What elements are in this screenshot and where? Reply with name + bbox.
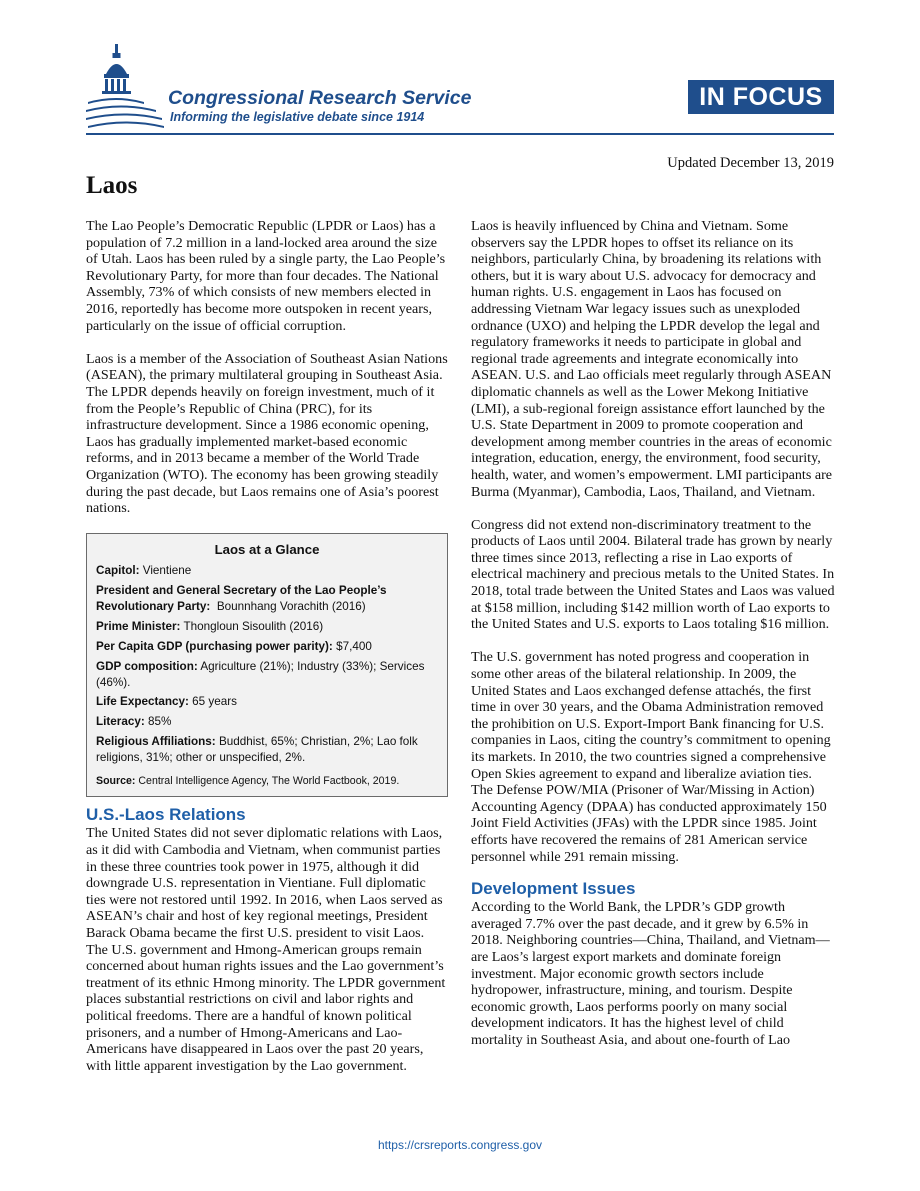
relations-paragraph: The United States did not sever diplomatic relations with Laos, as it did with Cambodia and Vietnam, when communist parties in these three countries took power in 1975, although it did downgrade U.S. representation in Vientiane. Full diplomatic ties were not restored until 1992. In 2016, when Laos served as ASEAN’s chair and host of key regional meetings, President Barack Obama became the first U.S. president to visit Laos. The U.S. government and Hmong-American groups remain concerned about human rights issues and the Lao government’s treatment of its ethnic Hmong minority. The LPDR government places substantial restrictions on civil and labor rights and political freedoms. There are a handful of known political prisoners, and a number of Hmong-Americans and Lao-Americans have disappeared in Laos over the past 20 years, with little apparent investigation by the Lao government. (86, 825, 446, 1074)
trade-paragraph: Congress did not extend non-discriminatory treatment to the products of Laos until 2004. Bilateral trade has grown by nearly three times since 2013, reflecting a rise in Lao exports of electrical machinery and precious metals to the United States. In 2018, total trade between the United States and Laos was valued at $158 million, including $142 million worth of Lao exports to the United States and U.S. exports to Laos totaling $16 million. (471, 516, 835, 633)
updated-date: Updated December 13, 2019 (667, 155, 834, 171)
glance-prime-minister: Prime Minister: Thongloun Sisoulith (2016) (96, 620, 324, 634)
glance-president: President and General Secretary of the Lao People’s Revolutionary Party: Bounnhang Vorachith (2016) (96, 584, 387, 614)
left-column (86, 218, 448, 1074)
header-rule (86, 133, 834, 135)
glance-religion: Religious Affiliations: Buddhist, 65%; Christian, 2%; Lao folk religions, 31%; other or unspecified, 2%. (96, 734, 418, 765)
page-title: Laos (86, 172, 138, 199)
right-column (471, 218, 835, 1049)
glance-source: Source: Central Intelligence Agency, The World Factbook, 2019. (96, 775, 400, 788)
footer-url-link[interactable]: https://crsreports.congress.gov (377, 1138, 543, 1152)
glance-capitol: Capitol: Vientiene (96, 564, 192, 578)
in-focus-badge: IN FOCUS (688, 80, 834, 114)
page-header (86, 38, 834, 138)
section-heading-development-issues: Development Issues (471, 879, 636, 899)
glance-life-expectancy: Life Expectancy: 65 years (96, 695, 237, 709)
influence-paragraph: Laos is heavily influenced by China and Vietnam. Some observers say the LPDR hopes to offset its reliance on its neighbors, particularly China, by broadening its relations with others, but it is wary about U.S. advocacy for democracy and human rights. U.S. engagement in Laos has focused on addressing Vietnam War legacy issues such as unexploded ordnance (UXO) and helping the LPDR develop the legal and regulatory frameworks it needs to participate in global and regional trade agreements and integrate economically into ASEAN. U.S. and Lao officials meet regularly through ASEAN diplomatic channels as well as the Lower Mekong Initiative (LMI), a sub-regional foreign assistance effort launched by the U.S. State Department in 2009 to promote cooperation and development among member countries in the areas of economic integration, education, energy, the environment, food security, health, water, and women’s empowerment. LMI participants are Burma (Myanmar), Cambodia, Laos, Thailand, and Vietnam. (471, 218, 833, 500)
intro-paragraph: The Lao People’s Democratic Republic (LPDR or Laos) has a population of 7.2 million in a land-locked area around the size of Utah. Laos has been ruled by a single party, the Lao People’s Revolutionary Party, for more than four decades. The National Assembly, 73% of which consists of new members elected in 2016, reportedly has become more outspoken in recent years, particularly on the issue of official corruption. (86, 218, 446, 334)
glance-gdp-per-capita: Per Capita GDP (purchasing power parity): $7,400 (96, 639, 372, 653)
development-paragraph: According to the World Bank, the LPDR’s GDP growth averaged 7.7% over the past decade, and it grew by 6.5% in 2018. Neighboring countries—China, Thailand, and Vietnam—are Laos’s largest export markets and dominate foreign investment. Major economic growth sectors include hydropower, infrastructure, mining, and tourism. Despite economic growth, Laos performs poorly on many social development indicators. It has the highest level of child mortality in Southeast Asia, and about one-fourth of Lao (471, 899, 830, 1048)
glance-gdp-composition: GDP composition: Agriculture (21%); Industry (33%); Services (46%). (96, 659, 425, 689)
glance-title: Laos at a Glance (214, 542, 320, 558)
cooperation-paragraph: The U.S. government has noted progress and cooperation in some other areas of the bilateral relationship. In 2009, the United States and Laos exchanged defense attachés, the first time in over 30 years, and the Obama Administration removed the prohibition on U.S. Export-Import Bank financing for U.S. companies in Laos, citing the country’s commitment to opening its markets. In 2010, the two countries signed a comprehensive Open Skies agreement to expand and liberalize aviation ties. The Defense POW/MIA (Prisoner of War/Missing in Action) Accounting Agency (DPAA) has conducted approximately 150 Joint Field Activities (JFAs) with the LPDR since 1985. Joint efforts have recovered the remains of 281 American service personnel while 291 remain missing. (471, 649, 831, 865)
asean-paragraph: Laos is a member of the Association of Southeast Asian Nations (ASEAN), the primary multilateral grouping in Southeast Asia. The LPDR depends heavily on foreign investment, much of it from the People’s Republic of China (PRC), for its infrastructure development. Since a 1986 economic opening, Laos has gradually implemented market-based economic reforms, and in 2013 became a member of the World Trade Organization (WTO). The economy has been growing steadily during the past decade, but Laos remains one of Asia’s poorest nations. (86, 350, 448, 517)
section-heading-us-laos-relations: U.S.-Laos Relations (86, 805, 246, 825)
glance-literacy: Literacy: 85% (96, 715, 172, 729)
org-name: Congressional Research Service (168, 87, 472, 109)
laos-at-a-glance-box (86, 533, 448, 797)
org-tagline: Informing the legislative debate since 1914 (170, 110, 425, 124)
capitol-dome-logo (86, 38, 166, 130)
